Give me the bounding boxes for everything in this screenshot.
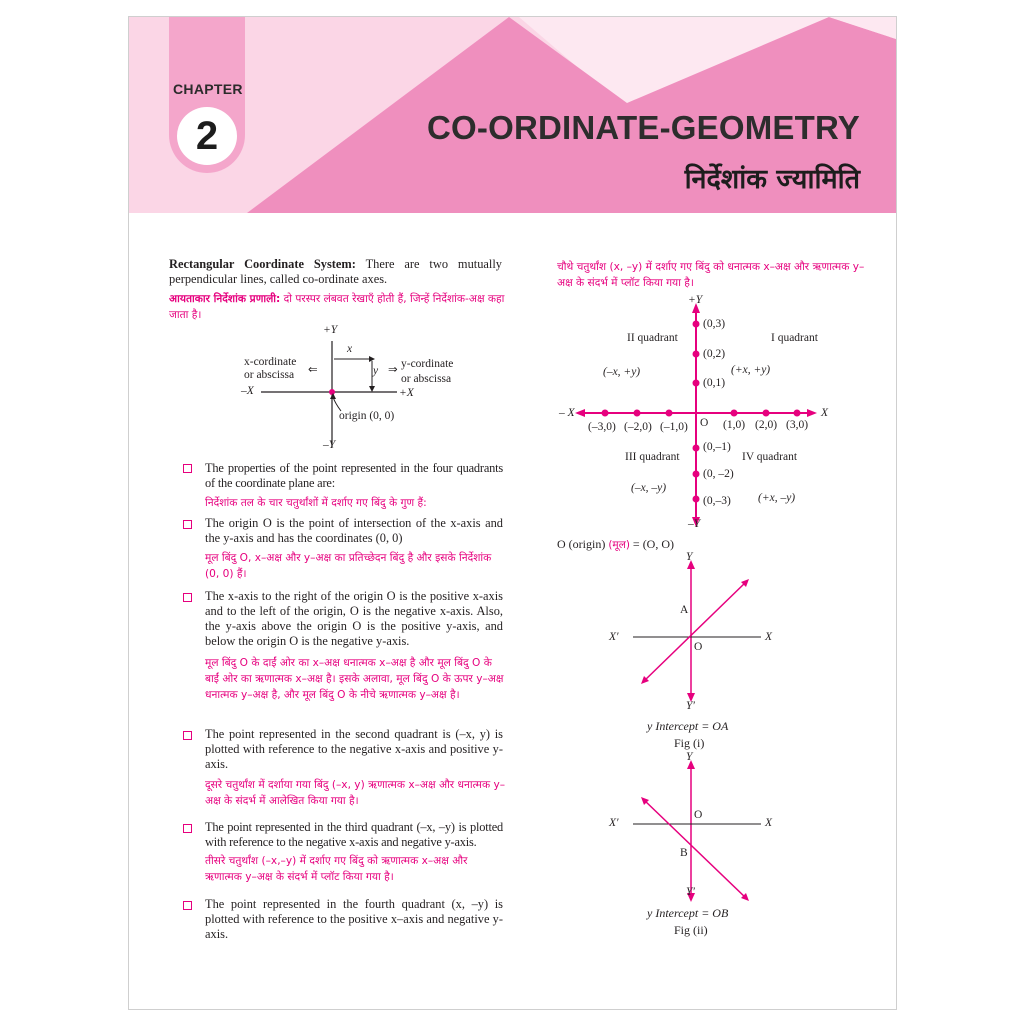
point-neg1-0 (666, 410, 673, 417)
point-0-neg2 (693, 471, 700, 478)
diagram-plus-y: +Y (323, 324, 338, 336)
diagram-minus-y: –Y (323, 439, 336, 451)
y-tick-label: (0,1) (703, 377, 726, 389)
fig1-caption: y Intercept = OA (647, 719, 729, 733)
checkbox-bullet-icon (183, 731, 192, 740)
coordinate-plane (549, 293, 849, 533)
checkbox-bullet-icon (183, 593, 192, 602)
fig2-x-neg-label: X′ (609, 817, 619, 829)
point-0-2 (693, 351, 700, 358)
fig2-y-label: Y (686, 751, 693, 763)
point-0-1 (693, 380, 700, 387)
bullet-3-hindi: मूल बिंदु O के दाईं ओर का x–अक्ष धनात्मक x–अक्ष है और मूल बिंदु O के बाईं ओर का ऋणात्मक x–अक्ष है। इसके अलावा, मूल बिंदु O के ऊपर y–अक्ष धनात्मक y–अक्ष है, और मूल बिंदु O के नीचे ऋणात्मक y–अक्ष है। (205, 657, 504, 701)
bullet-1-text: The properties of the point represented in the four quadrants of the coordinate plane are: (205, 461, 503, 490)
plane-x-arrow-left (575, 409, 585, 417)
x-tick-label: (–2,0) (624, 421, 652, 433)
fig1-y-label: Y (686, 551, 693, 563)
left-arrow-symbol: ⇐ (308, 364, 318, 376)
chapter-number: 2 (177, 107, 237, 165)
bullet-6-text: The point represented in the fourth quadrant (x, –y) is plotted with reference to the positive x–axis and negative y-axis. (205, 897, 503, 941)
point-neg3-0 (602, 410, 609, 417)
chapter-label: CHAPTER (173, 81, 243, 97)
fig1-y-neg-label: Y′ (686, 700, 695, 712)
origin-label: origin (0, 0) (339, 410, 395, 422)
quadrant-2-sign: (–x, +y) (603, 366, 641, 378)
bullet-3-text: The x-axis to the right of the origin O is the positive x-axis and to the left of the origin, O is the negative x-axis. Also, the y-axis above the origin O is the positive y-axis, and below the origin O is the negative y-axis. (205, 589, 503, 648)
intro-hindi-paragraph (169, 291, 505, 323)
right-arrow-symbol: ⇒ (388, 364, 398, 376)
origin-note-value: = (O, O) (632, 537, 675, 551)
quadrant-3-label: III quadrant (625, 451, 680, 463)
intro-hindi-heading: आयताकार निर्देशांक प्रणाली: (169, 293, 281, 305)
origin-dot (329, 389, 335, 395)
point-neg2-0 (634, 410, 641, 417)
bullet-2-hindi: मूल बिंदु O, x–अक्ष और y–अक्ष का प्रतिच्छेदन बिंदु है और इसके निर्देशांक (0, 0) हैं। (205, 552, 492, 580)
plane-x-arrow-right (807, 409, 817, 417)
x-tick-label: (–3,0) (588, 421, 616, 433)
point-3-0 (794, 410, 801, 417)
bullet-2-text: The origin O is the point of intersection of the x-axis and the y-axis and has the coordinates (0, 0) (205, 516, 503, 545)
x-tick-label: (2,0) (755, 419, 778, 431)
intro-hindi-text: दो परस्पर लंबवत रेखाएँ होती हैं, जिन्हें निर्देशांक-अक्ष कहा जाता है। (169, 293, 505, 321)
origin-note-hindi: (मूल) (608, 539, 630, 551)
fig2-point-b: B (680, 847, 688, 859)
point-0-3 (693, 321, 700, 328)
diagram-x-var: x (347, 343, 353, 355)
origin-note (557, 537, 674, 552)
bullet-5-hindi: तीसरे चतुर्थांश (–x,–y) में दर्शाए गए बिंदु को ऋणात्मक x–अक्ष और ऋणात्मक y–अक्ष के संदर्भ में प्लॉट किया गया है। (205, 855, 468, 883)
point-0-neg3 (693, 496, 700, 503)
plane-minus-x: – X (559, 407, 575, 419)
y-tick-label: (0,2) (703, 348, 726, 360)
page-title: CO-ORDINATE-GEOMETRY (427, 109, 860, 146)
origin-note-text: O (origin) (557, 537, 606, 551)
intro-text: There are two mutually perpendicular lines, called co-ordinate axes. (169, 257, 502, 286)
checkbox-bullet-icon (183, 824, 192, 833)
x-coordinate-label-1: x-cordinate (244, 356, 297, 368)
checkbox-bullet-icon (183, 901, 192, 910)
diagram-y-var: y (373, 365, 379, 377)
intro-heading: Rectangular Coordinate System: (169, 257, 356, 271)
quadrant-4-sign: (+x, –y) (758, 492, 796, 504)
fig2-title: Fig (ii) (674, 923, 708, 937)
plane-plus-x: X (821, 407, 829, 419)
fig1-x-label: X (765, 631, 773, 643)
y-tick-label: (0,–3) (703, 495, 731, 507)
point-1-0 (731, 410, 738, 417)
axes-diagram (229, 323, 459, 463)
diagram-plus-x: +X (399, 387, 414, 399)
x-coordinate-label-2: or abscissa (244, 369, 295, 381)
y-tick-label: (0, –2) (703, 468, 734, 480)
quadrant-2-label: II quadrant (627, 332, 678, 344)
quadrant-3-sign: (–x, –y) (631, 482, 667, 494)
fig1-title: Fig (i) (674, 736, 705, 750)
plane-origin: O (700, 417, 709, 429)
bullet-4-text: The point represented in the second quadrant is (–x, y) is plotted with reference to the negative x-axis and positive y-axis. (205, 727, 503, 771)
bullet-1-hindi: निर्देशांक तल के चार चतुर्थांशों में दर्शाए गए बिंदु के गुण हैं: (205, 497, 427, 509)
fig1-line (643, 581, 747, 682)
origin-pointer (333, 397, 341, 411)
x-tick-label: (–1,0) (660, 421, 688, 433)
quadrant-1-sign: (+x, +y) (731, 364, 771, 376)
textbook-page (128, 16, 897, 1010)
x-tick-label: (1,0) (723, 419, 746, 431)
quadrant-4-label: IV quadrant (742, 451, 798, 463)
y-tick-label: (0,–1) (703, 441, 731, 453)
figure-ii-graph (599, 757, 799, 907)
page-title-hindi: निर्देशांक ज्यामिति (684, 164, 860, 195)
right-intro-hindi: चौथे चतुर्थांश (x, –y) में दर्शाए गए बिंदु को धनात्मक x–अक्ष और ऋणात्मक y–अक्ष के संदर्भ में प्लॉट किया गया है। (557, 261, 865, 289)
checkbox-bullet-icon (183, 464, 192, 473)
checkbox-bullet-icon (183, 520, 192, 529)
quadrant-1-label: I quadrant (771, 332, 818, 344)
fig2-caption: y Intercept = OB (647, 906, 729, 920)
point-2-0 (763, 410, 770, 417)
bullet-5-text: The point represented in the third quadrant (–x, –y) is plotted with reference to the negative x-axis and negative y-axis. (205, 820, 503, 849)
fig2-y-neg-label: Y′ (686, 886, 695, 898)
point-0-neg1 (693, 445, 700, 452)
fig1-point-a: A (680, 604, 689, 616)
diagram-minus-x: –X (241, 385, 254, 397)
y-coordinate-label-2: or abscissa (401, 373, 452, 385)
plane-minus-y: –Y (688, 518, 701, 530)
y-distance-arrow (369, 386, 375, 392)
fig1-origin: O (694, 641, 703, 653)
fig2-x-label: X (765, 817, 773, 829)
y-coordinate-label-1: y-cordinate (401, 358, 454, 370)
intro-paragraph (169, 257, 502, 287)
bullet-4-hindi: दूसरे चतुर्थांश में दर्शाया गया बिंदु (–x, y) ऋणात्मक x–अक्ष और धनात्मक y–अक्ष के संदर्भ में आलेखित किया गया है। (205, 779, 506, 807)
fig1-x-neg-label: X′ (609, 631, 619, 643)
plane-plus-y: +Y (688, 294, 703, 306)
x-tick-label: (3,0) (786, 419, 809, 431)
y-tick-label: (0,3) (703, 318, 726, 330)
fig2-origin: O (694, 809, 703, 821)
